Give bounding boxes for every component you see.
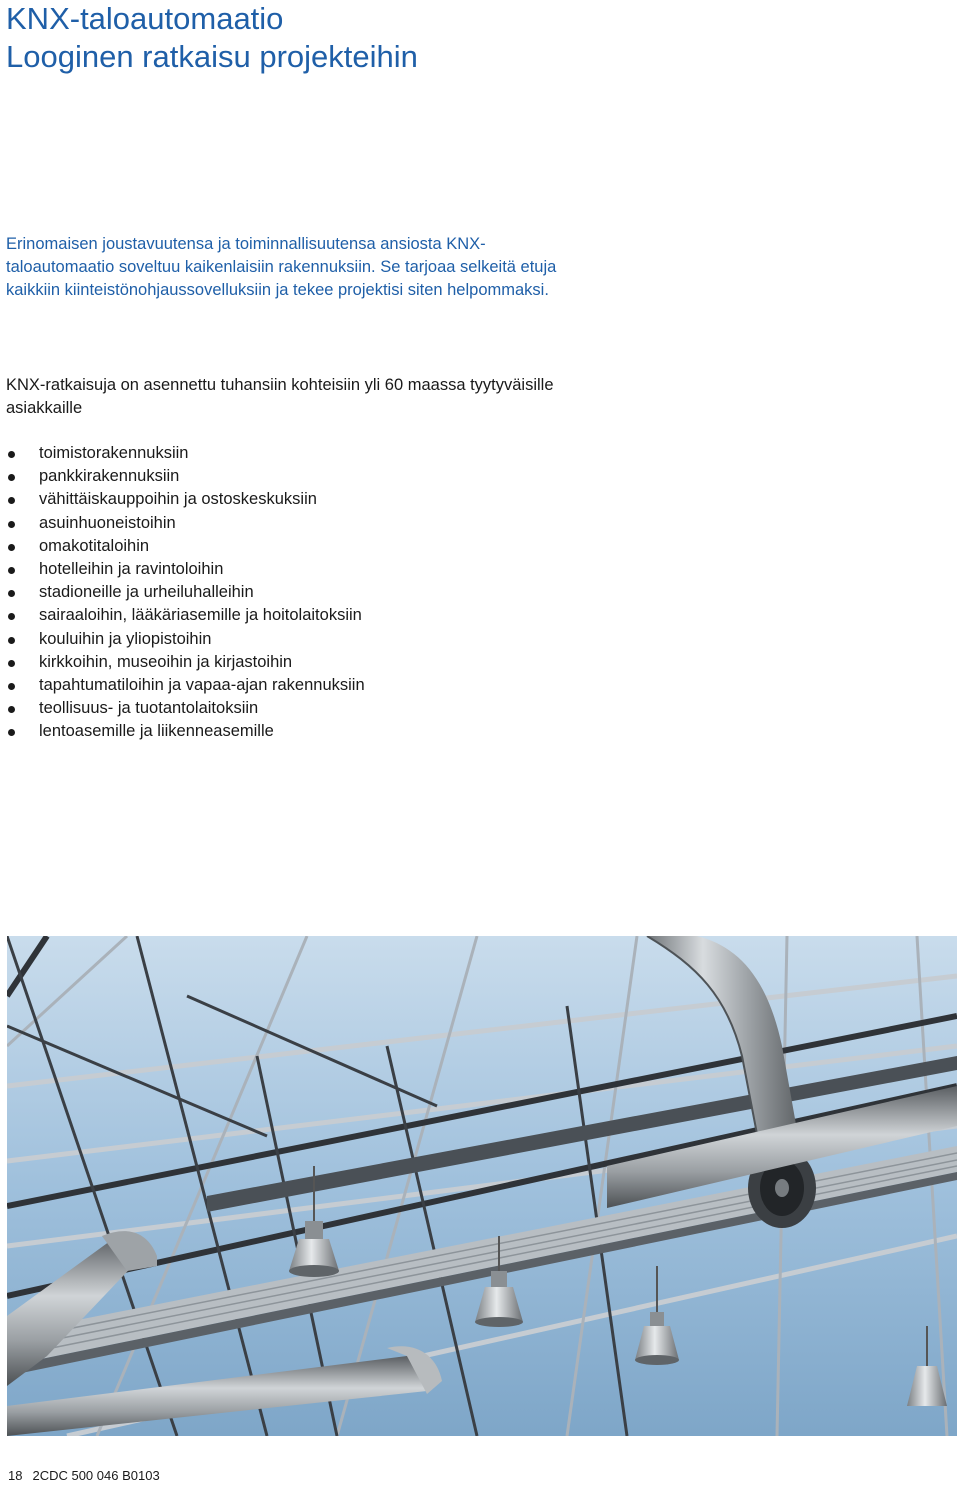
document-code: 2CDC 500 046 B0103 xyxy=(32,1468,160,1483)
title-line-2: Looginen ratkaisu projekteihin xyxy=(6,39,418,74)
list-item: tapahtumatiloihin ja vapaa-ajan rakennuksiin xyxy=(6,674,365,697)
lead-paragraph: KNX-ratkaisuja on asennettu tuhansiin kohteisiin yli 60 maassa tyytyväisille asiakkaille xyxy=(6,376,554,417)
page-number: 18 xyxy=(8,1468,23,1483)
list-item: kirkkoihin, museoihin ja kirjastoihin xyxy=(6,651,365,674)
bullet-icon xyxy=(8,567,15,574)
list-item: toimistorakennuksiin xyxy=(6,442,365,465)
list-item: vähittäiskauppoihin ja ostoskeskuksiin xyxy=(6,488,365,511)
bullet-icon xyxy=(8,637,15,644)
bullet-icon xyxy=(8,474,15,481)
page-title xyxy=(6,0,418,76)
title-line-1: KNX-taloautomaatio xyxy=(6,1,284,36)
list-item: sairaaloihin, lääkäriasemille ja hoitolaitoksiin xyxy=(6,604,365,627)
list-item: pankkirakennuksiin xyxy=(6,465,365,488)
intro-paragraph: Erinomaisen joustavuutensa ja toiminnallisuutensa ansiosta KNX-taloautomaatio soveltuu kaikenlaisiin rakennuksiin. Se tarjoaa selkeitä etuja kaikkiin kiinteistönohjaussovelluksiin ja tekee projektisi siten helpommaksi. xyxy=(6,235,557,299)
bullet-icon xyxy=(8,590,15,597)
bullet-icon xyxy=(8,706,15,713)
list-item: stadioneille ja urheiluhalleihin xyxy=(6,581,365,604)
list-item: omakotitaloihin xyxy=(6,535,365,558)
list-item: teollisuus- ja tuotantolaitoksiin xyxy=(6,697,365,720)
glass-roof-photo xyxy=(7,936,957,1436)
bullet-icon xyxy=(8,521,15,528)
page-footer xyxy=(8,1468,170,1484)
bullet-icon xyxy=(8,451,15,458)
building-type-list xyxy=(6,442,365,744)
bullet-icon xyxy=(8,544,15,551)
bullet-icon xyxy=(8,497,15,504)
bullet-icon xyxy=(8,660,15,667)
list-item: lentoasemille ja liikenneasemille xyxy=(6,720,365,743)
list-item: asuinhuoneistoihin xyxy=(6,512,365,535)
list-item: kouluihin ja yliopistoihin xyxy=(6,628,365,651)
bullet-icon xyxy=(8,613,15,620)
list-item: hotelleihin ja ravintoloihin xyxy=(6,558,365,581)
bullet-icon xyxy=(8,729,15,736)
bullet-icon xyxy=(8,683,15,690)
